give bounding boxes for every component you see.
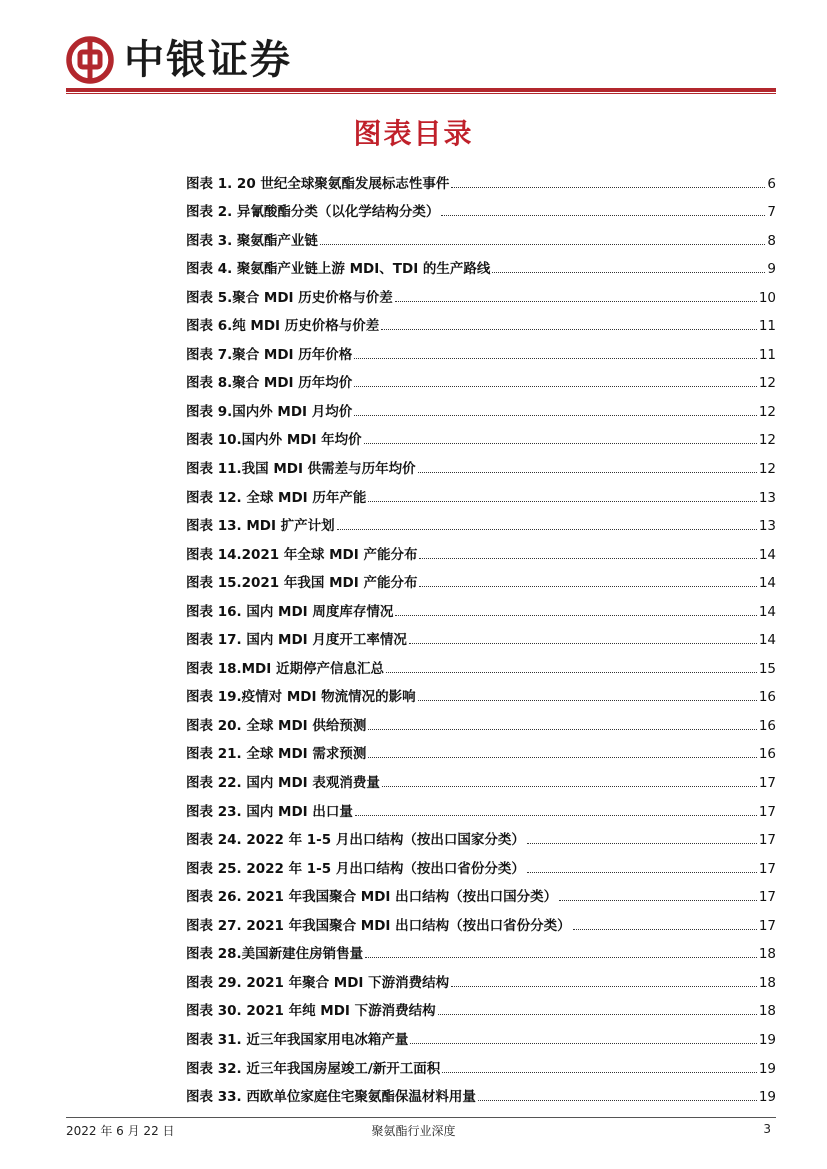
toc-entry-title[interactable]: 图表 13. MDI 扩产计划 (186, 518, 335, 535)
toc-entry-title[interactable]: 图表 20. 全球 MDI 供给预测 (186, 717, 367, 734)
toc-entry[interactable] (186, 450, 776, 479)
bank-of-china-logo-icon (66, 36, 114, 84)
brand-name: 中银证券 (124, 37, 292, 83)
toc-entry-page[interactable]: 16 (758, 717, 776, 734)
toc-entry[interactable] (186, 222, 776, 251)
toc-entry-page[interactable]: 12 (758, 403, 776, 420)
toc-entry-page[interactable]: 17 (758, 775, 776, 792)
toc-leader-dots (418, 699, 757, 701)
toc-entry-title[interactable]: 图表 3. 聚氨酯产业链 (186, 232, 318, 249)
toc-entry-page[interactable]: 14 (758, 546, 776, 563)
toc-entry-title[interactable]: 图表 17. 国内 MDI 月度开工率情况 (186, 632, 407, 649)
footer-date: 2022 年 6 月 22 日 (66, 1124, 175, 1138)
header-rule-thin (66, 93, 776, 94)
toc-entry[interactable] (186, 536, 776, 565)
toc-entry[interactable] (186, 365, 776, 394)
toc-leader-dots (365, 956, 757, 958)
toc-leader-dots (410, 1042, 756, 1044)
toc-leader-dots (368, 500, 756, 502)
toc-leader-dots (442, 1071, 757, 1073)
toc-entry[interactable] (186, 822, 776, 851)
toc-entry-page[interactable]: 16 (758, 689, 776, 706)
toc-entry-page[interactable]: 15 (758, 660, 776, 677)
page-title: 图表目录 (353, 117, 474, 150)
toc-entry[interactable] (186, 479, 776, 508)
toc-entry-page[interactable]: 12 (758, 432, 776, 449)
toc-leader-dots (382, 785, 757, 787)
toc-entry-title[interactable]: 图表 22. 国内 MDI 表观消费量 (186, 775, 380, 792)
toc-entry[interactable] (186, 1050, 776, 1079)
toc-entry-title[interactable]: 图表 19.疫情对 MDI 物流情况的影响 (186, 689, 416, 706)
toc-entry[interactable] (186, 736, 776, 765)
toc-entry[interactable] (186, 508, 776, 537)
toc-leader-dots (527, 871, 757, 873)
toc-leader-dots (527, 842, 757, 844)
toc-entry[interactable] (186, 165, 776, 194)
toc-entry-title[interactable]: 图表 7.聚合 MDI 历年价格 (186, 346, 353, 363)
toc-leader-dots (354, 414, 757, 416)
toc-entry[interactable] (186, 593, 776, 622)
toc-entry[interactable] (186, 907, 776, 936)
toc-entry[interactable] (186, 251, 776, 280)
toc-entry-page[interactable]: 18 (758, 946, 776, 963)
toc-entry-page[interactable]: 13 (758, 489, 776, 506)
toc-entry-page[interactable]: 19 (758, 1060, 776, 1077)
toc-entry-page[interactable]: 9 (767, 261, 776, 278)
toc-leader-dots (368, 756, 756, 758)
toc-entry-title[interactable]: 图表 27. 2021 年我国聚合 MDI 出口结构（按出口省份分类） (186, 917, 571, 934)
toc-leader-dots (492, 271, 765, 273)
toc-entry[interactable] (186, 707, 776, 736)
toc-entry[interactable] (186, 336, 776, 365)
toc-leader-dots (478, 1099, 757, 1101)
toc-entry-page[interactable]: 7 (767, 204, 776, 221)
toc-entry-page[interactable]: 19 (758, 1031, 776, 1048)
toc-entry-page[interactable]: 17 (758, 889, 776, 906)
toc-entry-title[interactable]: 图表 23. 国内 MDI 出口量 (186, 803, 353, 820)
toc-entry-title[interactable]: 图表 14.2021 年全球 MDI 产能分布 (186, 546, 418, 563)
toc-entry-page[interactable]: 17 (758, 832, 776, 849)
toc-entry[interactable] (186, 1021, 776, 1050)
toc-entry-page[interactable]: 11 (758, 318, 776, 335)
toc-leader-dots (368, 728, 756, 730)
toc-entry-page[interactable]: 12 (758, 461, 776, 478)
toc-leader-dots (419, 585, 756, 587)
toc-entry[interactable] (186, 194, 776, 223)
toc-leader-dots (419, 557, 756, 559)
toc-entry[interactable] (186, 936, 776, 965)
toc-entry[interactable] (186, 1079, 776, 1108)
toc-entry-title[interactable]: 图表 10.国内外 MDI 年均价 (186, 432, 362, 449)
toc-entry[interactable] (186, 650, 776, 679)
toc-entry-title[interactable]: 图表 33. 西欧单位家庭住宅聚氨酯保温材料用量 (186, 1089, 476, 1106)
table-of-figures (186, 165, 776, 1107)
toc-entry-page[interactable]: 10 (758, 289, 776, 306)
toc-leader-dots (409, 642, 757, 644)
toc-leader-dots (381, 328, 757, 330)
toc-leader-dots (354, 357, 757, 359)
toc-entry[interactable] (186, 964, 776, 993)
toc-entry-page[interactable]: 14 (758, 603, 776, 620)
toc-entry-page[interactable]: 17 (758, 917, 776, 934)
toc-leader-dots (364, 442, 757, 444)
toc-entry-page[interactable]: 17 (758, 803, 776, 820)
toc-entry[interactable] (186, 879, 776, 908)
toc-entry-title[interactable]: 图表 5.聚合 MDI 历史价格与价差 (186, 289, 393, 306)
toc-leader-dots (395, 614, 756, 616)
toc-entry-page[interactable]: 17 (758, 860, 776, 877)
toc-entry-title[interactable]: 图表 30. 2021 年纯 MDI 下游消费结构 (186, 1003, 436, 1020)
toc-entry-title[interactable]: 图表 8.聚合 MDI 历年均价 (186, 375, 353, 392)
toc-entry-page[interactable]: 18 (758, 974, 776, 991)
toc-leader-dots (386, 671, 757, 673)
toc-entry-title[interactable]: 图表 9.国内外 MDI 月均价 (186, 403, 353, 420)
toc-entry-title[interactable]: 图表 28.美国新建住房销售量 (186, 946, 364, 963)
toc-entry[interactable] (186, 622, 776, 651)
toc-entry-page[interactable]: 12 (758, 375, 776, 392)
toc-entry-title[interactable]: 图表 29. 2021 年聚合 MDI 下游消费结构 (186, 974, 450, 991)
toc-entry[interactable] (186, 422, 776, 451)
toc-entry-title[interactable]: 图表 16. 国内 MDI 周度库存情况 (186, 603, 394, 620)
toc-entry[interactable] (186, 393, 776, 422)
toc-entry[interactable] (186, 993, 776, 1022)
toc-entry-page[interactable]: 14 (758, 575, 776, 592)
toc-entry[interactable] (186, 764, 776, 793)
toc-leader-dots (559, 899, 757, 901)
toc-leader-dots (438, 1013, 757, 1015)
footer-report-title: 聚氨酯行业深度 (371, 1124, 456, 1138)
toc-entry-page[interactable]: 19 (758, 1089, 776, 1106)
toc-entry-title[interactable]: 图表 32. 近三年我国房屋竣工/新开工面积 (186, 1060, 441, 1077)
toc-leader-dots (320, 243, 765, 245)
toc-entry-title[interactable]: 图表 18.MDI 近期停产信息汇总 (186, 660, 384, 677)
toc-leader-dots (451, 186, 765, 188)
toc-leader-dots (451, 985, 757, 987)
toc-leader-dots (395, 300, 757, 302)
toc-entry-title[interactable]: 图表 25. 2022 年 1-5 月出口结构（按出口省份分类） (186, 860, 525, 877)
toc-entry-page[interactable]: 8 (767, 232, 776, 249)
toc-entry-title[interactable]: 图表 2. 异氰酸酯分类（以化学结构分类） (186, 204, 440, 221)
toc-entry-title[interactable]: 图表 1. 20 世纪全球聚氨酯发展标志性事件 (186, 175, 450, 192)
toc-leader-dots (418, 471, 757, 473)
toc-entry[interactable] (186, 850, 776, 879)
toc-entry[interactable] (186, 308, 776, 337)
toc-entry[interactable] (186, 565, 776, 594)
toc-entry-page[interactable]: 14 (758, 632, 776, 649)
toc-entry-title[interactable]: 图表 4. 聚氨酯产业链上游 MDI、TDI 的生产路线 (186, 261, 491, 278)
toc-entry-page[interactable]: 6 (767, 175, 776, 192)
footer-page-number: 3 (763, 1122, 771, 1136)
toc-entry[interactable] (186, 793, 776, 822)
toc-entry-page[interactable]: 11 (758, 346, 776, 363)
toc-entry-title[interactable]: 图表 24. 2022 年 1-5 月出口结构（按出口国家分类） (186, 832, 525, 849)
toc-leader-dots (337, 528, 757, 530)
toc-entry-page[interactable]: 18 (758, 1003, 776, 1020)
toc-entry-title[interactable]: 图表 26. 2021 年我国聚合 MDI 出口结构（按出口国分类） (186, 889, 558, 906)
toc-entry-title[interactable]: 图表 21. 全球 MDI 需求预测 (186, 746, 367, 763)
toc-entry-page[interactable]: 16 (758, 746, 776, 763)
toc-entry-title[interactable]: 图表 6.纯 MDI 历史价格与价差 (186, 318, 380, 335)
toc-leader-dots (354, 385, 757, 387)
header-rule (66, 88, 776, 92)
toc-entry-title[interactable]: 图表 12. 全球 MDI 历年产能 (186, 489, 367, 506)
toc-entry[interactable] (186, 679, 776, 708)
toc-entry-title[interactable]: 图表 15.2021 年我国 MDI 产能分布 (186, 575, 418, 592)
toc-entry-title[interactable]: 图表 11.我国 MDI 供需差与历年均价 (186, 461, 416, 478)
footer-rule (66, 1117, 776, 1118)
toc-entry-page[interactable]: 13 (758, 518, 776, 535)
toc-leader-dots (355, 814, 757, 816)
toc-entry-title[interactable]: 图表 31. 近三年我国家用电冰箱产量 (186, 1031, 409, 1048)
brand-logo (66, 36, 114, 84)
toc-leader-dots (441, 214, 765, 216)
toc-entry[interactable] (186, 279, 776, 308)
toc-leader-dots (573, 928, 757, 930)
